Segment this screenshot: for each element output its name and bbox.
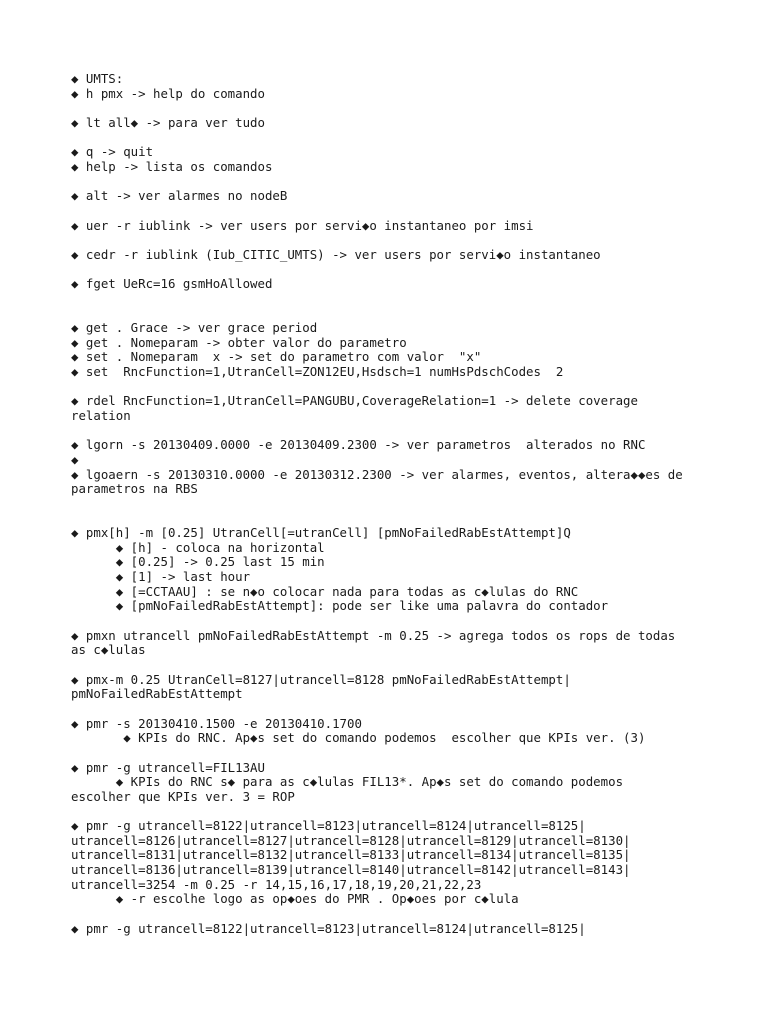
text-line: ◆ lgoaern -s 20130310.0000 -e 20130312.2300 -> ver alarmes, eventos, altera◆◆es de bbox=[71, 466, 683, 482]
text-line: utrancell=8126|utrancell=8127|utrancell=8128|utrancell=8129|utrancell=8130| bbox=[71, 832, 631, 848]
text-line: ◆ set RncFunction=1,UtranCell=ZON12EU,Hsdsch=1 numHsPdschCodes 2 bbox=[71, 364, 564, 379]
text-line: ◆ [1] -> last hour bbox=[71, 569, 251, 585]
text-line: escolher que KPIs ver. 3 = ROP bbox=[71, 788, 295, 804]
text-line: parametros na RBS bbox=[71, 481, 198, 497]
text-line: ◆ pmx[h] -m [0.25] UtranCell[=utranCell] [pmNoFailedRabEstAttempt]Q bbox=[71, 525, 571, 541]
text-line: ◆ [pmNoFailedRabEstAttempt]: pode ser like uma palavra do contador bbox=[71, 598, 609, 614]
text-line: relation bbox=[71, 407, 131, 423]
text-line: ◆ -r escolhe logo as op◆oes do PMR . Op◆oes por c◆lula bbox=[71, 891, 519, 907]
text-line: ◆ fget UeRc=16 gsmHoAllowed bbox=[71, 276, 273, 292]
text-line: ◆ pmr -s 20130410.1500 -e 20130410.1700 bbox=[71, 715, 362, 731]
text-line: pmNoFailedRabEstAttempt bbox=[71, 686, 243, 702]
text-line: ◆ KPIs do RNC. Ap◆s set do comando podemos escolher que KPIs ver. (3) bbox=[71, 730, 646, 746]
text-line: ◆ lgorn -s 20130409.0000 -e 20130409.2300 -> ver parametros alterados no RNC bbox=[71, 437, 646, 453]
text-line: ◆ alt -> ver alarmes no nodeB bbox=[71, 188, 288, 204]
text-line: utrancell=8131|utrancell=8132|utrancell=8133|utrancell=8134|utrancell=8135| bbox=[71, 847, 631, 863]
text-line: ◆ set . Nomeparam x -> set do parametro com valor "x" bbox=[71, 349, 482, 365]
text-line: ◆ [=CCTAAU] : se n◆o colocar nada para todas as c◆lulas do RNC bbox=[71, 583, 579, 599]
text-line: ◆ UMTS: bbox=[71, 71, 124, 86]
text-line: utrancell=8136|utrancell=8139|utrancell=8140|utrancell=8142|utrancell=8143| bbox=[71, 862, 631, 878]
text-line: ◆ lt all◆ -> para ver tudo bbox=[71, 114, 265, 130]
text-line: ◆ q -> quit bbox=[71, 144, 154, 160]
text-line: ◆ [h] - coloca na horizontal bbox=[71, 539, 325, 555]
text-line: ◆ KPIs do RNC s◆ para as c◆lulas FIL13*. Ap◆s set do comando podemos bbox=[71, 774, 624, 790]
text-line: ◆ get . Grace -> ver grace period bbox=[71, 320, 318, 336]
text-line: ◆ uer -r iublink -> ver users por servi◆o instantaneo por imsi bbox=[71, 217, 534, 233]
text-line: ◆ h pmx -> help do comando bbox=[71, 85, 265, 101]
text-line: utrancell=3254 -m 0.25 -r 14,15,16,17,18,19,20,21,22,23 bbox=[71, 876, 482, 892]
text-line: ◆ pmxn utrancell pmNoFailedRabEstAttempt -m 0.25 -> agrega todos os rops de todas bbox=[71, 627, 676, 643]
text-line: ◆ pmr -g utrancell=8122|utrancell=8123|utrancell=8124|utrancell=8125| bbox=[71, 920, 586, 936]
text-line: ◆ pmx-m 0.25 UtranCell=8127|utrancell=8128 pmNoFailedRabEstAttempt| bbox=[71, 671, 571, 687]
text-line: ◆ pmr -g utrancell=8122|utrancell=8123|utrancell=8124|utrancell=8125| bbox=[71, 818, 586, 834]
text-line: ◆ help -> lista os comandos bbox=[71, 158, 273, 174]
text-line: ◆ rdel RncFunction=1,UtranCell=PANGUBU,CoverageRelation=1 -> delete coverage bbox=[71, 393, 638, 409]
text-line: ◆ [0.25] -> 0.25 last 15 min bbox=[71, 554, 325, 570]
text-line: ◆ bbox=[71, 451, 79, 467]
text-line: as c◆lulas bbox=[71, 642, 146, 658]
text-line: ◆ get . Nomeparam -> obter valor do parametro bbox=[71, 334, 407, 350]
text-line: ◆ pmr -g utrancell=FIL13AU bbox=[71, 759, 265, 775]
text-line: ◆ cedr -r iublink (Iub_CITIC_UMTS) -> ver users por servi◆o instantaneo bbox=[71, 246, 601, 262]
